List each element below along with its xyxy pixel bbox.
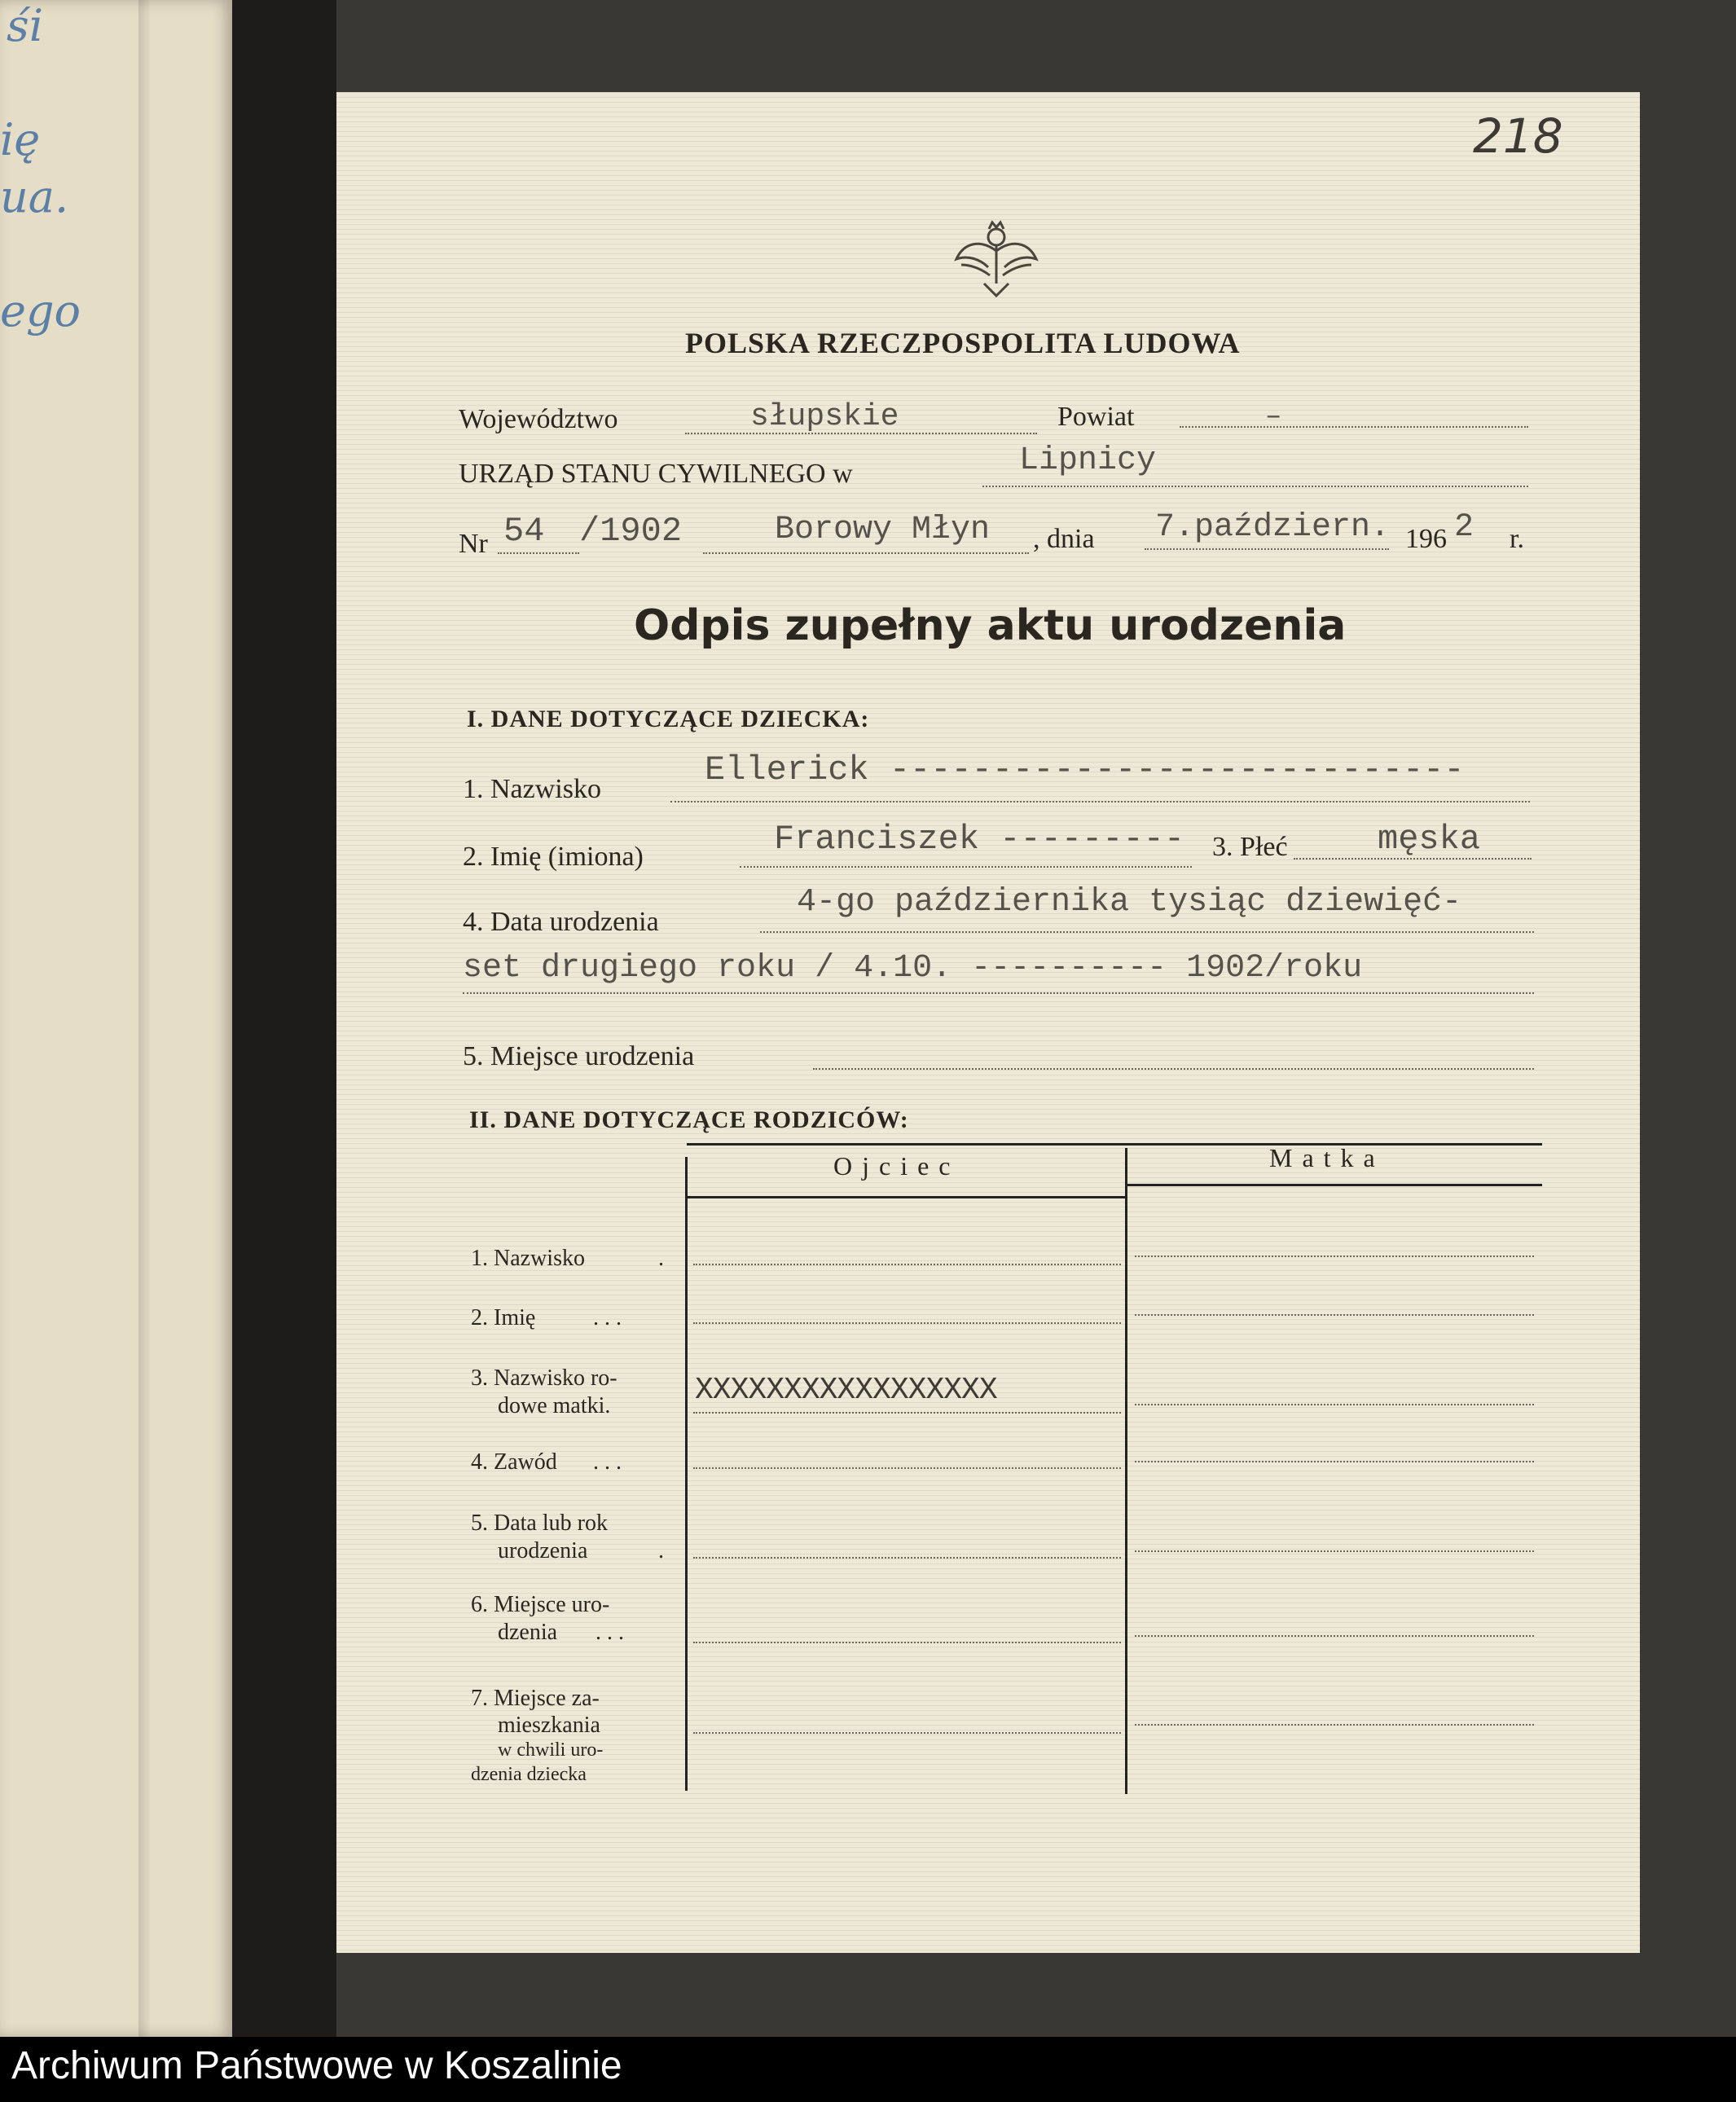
urzad-label: URZĄD STANU CYWILNEGO w <box>459 459 853 489</box>
father-residence-dots <box>693 1732 1121 1734</box>
row-label-birthplace-2: dzenia <box>498 1620 558 1645</box>
binding-gap <box>232 0 336 2037</box>
row-label-residence-3: w chwili uro- <box>498 1739 604 1761</box>
eagle-emblem-icon <box>952 214 1041 304</box>
wojewodztwo-value: słupskie <box>750 399 899 434</box>
birth-date-value-line1: 4-go października tysiąc dziewięć- <box>797 884 1462 921</box>
left-page <box>0 0 232 2037</box>
nazwisko-dots <box>670 801 1530 803</box>
row-label-residence-1: 7. Miejsce za- <box>471 1686 600 1711</box>
row-label-occupation: 4. Zawód <box>471 1449 557 1475</box>
page-fold <box>138 0 150 2037</box>
powiat-label: Powiat <box>1057 402 1135 432</box>
imie-label: 2. Imię (imiona) <box>463 842 644 872</box>
row-label-residence-4: dzenia dziecka <box>471 1764 587 1785</box>
urzad-value: Lipnicy <box>1019 442 1157 479</box>
left-fragment-3: ua. <box>0 171 69 222</box>
dnia-label: , dnia <box>1033 524 1095 554</box>
document-title: Odpis zupełny aktu urodzenia <box>634 601 1347 650</box>
mother-column-header: Matka <box>1269 1143 1385 1172</box>
miejsce-urodzenia-label: 5. Miejsce urodzenia <box>463 1041 695 1071</box>
section2-heading: II. DANE DOTYCZĄCE RODZICÓW: <box>469 1106 909 1133</box>
nr-value: 54 <box>503 512 545 551</box>
row-label-birthdate-1: 5. Data lub rok <box>471 1511 608 1536</box>
row-dots-1: . <box>658 1246 664 1271</box>
dnia-dots <box>1145 548 1389 550</box>
birth-certificate-sheet <box>336 92 1640 1953</box>
nr-dots <box>498 552 579 554</box>
mother-birthplace-dots <box>1135 1635 1534 1637</box>
father-name-dots <box>693 1322 1121 1324</box>
mother-name-dots <box>1135 1314 1534 1316</box>
child-sex-value: męska <box>1378 820 1481 859</box>
data-urodzenia-dots <box>760 931 1534 933</box>
father-surname-dots <box>693 1264 1121 1265</box>
row-dots-5: . <box>658 1538 664 1563</box>
mother-header-line <box>1127 1184 1542 1186</box>
mother-surname-dots <box>1135 1255 1534 1257</box>
child-surname-value: Ellerick ---------------------------- <box>705 750 1465 789</box>
left-fragment-2: ię <box>0 114 41 165</box>
mother-birthdate-dots <box>1135 1550 1534 1552</box>
left-fragment-4: ego <box>0 285 81 336</box>
year-prefix: 196 <box>1405 524 1447 554</box>
father-birthplace-dots <box>693 1642 1121 1643</box>
imie-dots <box>740 866 1192 868</box>
row-label-birthdate-2: urodzenia <box>498 1538 588 1563</box>
powiat-value: – <box>1265 402 1282 433</box>
father-maiden-value: XXXXXXXXXXXXXXXXX <box>695 1373 997 1408</box>
row-label-name: 2. Imię <box>471 1305 536 1330</box>
dnia-value: 7.październ. <box>1155 509 1391 546</box>
mother-occupation-dots <box>1135 1461 1534 1462</box>
place-value: Borowy Młyn <box>775 512 991 548</box>
page-number: 218 <box>1473 108 1563 164</box>
nr-label: Nr <box>459 529 488 559</box>
archive-name: Archiwum Państwowe w Koszalinie <box>11 2044 622 2087</box>
left-fragment-1: śi <box>7 0 43 51</box>
section1-heading: I. DANE DOTYCZĄCE DZIECKA: <box>467 706 870 732</box>
data-urodzenia-label: 4. Data urodzenia <box>463 907 659 937</box>
year-suffix: 2 <box>1454 509 1475 546</box>
father-birthdate-dots <box>693 1557 1121 1559</box>
nr-year: /1902 <box>579 512 683 551</box>
row-dots-2: . . . <box>593 1305 622 1330</box>
nazwisko-label: 1. Nazwisko <box>463 774 601 804</box>
father-occupation-dots <box>693 1467 1121 1469</box>
urzad-dots <box>982 486 1528 487</box>
row-label-birthplace-1: 6. Miejsce uro- <box>471 1592 610 1617</box>
row-dots-6: . . . <box>596 1620 624 1645</box>
row-dots-4: . . . <box>593 1449 622 1475</box>
mother-residence-dots <box>1135 1724 1534 1726</box>
birth-date-dots-2 <box>463 992 1534 994</box>
row-label-maiden-2: dowe matki. <box>498 1393 611 1418</box>
father-maiden-dots <box>693 1412 1121 1414</box>
table-top-line <box>687 1143 1542 1146</box>
powiat-dots <box>1180 426 1528 428</box>
miejsce-urodzenia-dots <box>813 1068 1534 1070</box>
mother-maiden-dots <box>1135 1404 1534 1405</box>
row-label-maiden-1: 3. Nazwisko ro- <box>471 1365 617 1391</box>
country-header: POLSKA RZECZPOSPOLITA LUDOWA <box>685 327 1241 359</box>
father-column-header: Ojciec <box>833 1151 960 1181</box>
row-label-residence-2: mieszkania <box>498 1713 600 1738</box>
place-dots <box>703 552 1029 554</box>
plec-label: 3. Płeć <box>1212 832 1288 862</box>
birth-date-value-line2: set drugiego roku / 4.10. ---------- 1902/roku <box>463 950 1363 987</box>
father-header-line <box>687 1196 1127 1198</box>
r-label: r. <box>1510 524 1524 554</box>
wojewodztwo-label: Województwo <box>459 404 618 434</box>
table-left-line <box>685 1157 688 1791</box>
table-middle-line <box>1125 1148 1127 1794</box>
child-name-value: Franciszek --------- <box>774 820 1185 859</box>
row-label-surname: 1. Nazwisko <box>471 1246 585 1271</box>
